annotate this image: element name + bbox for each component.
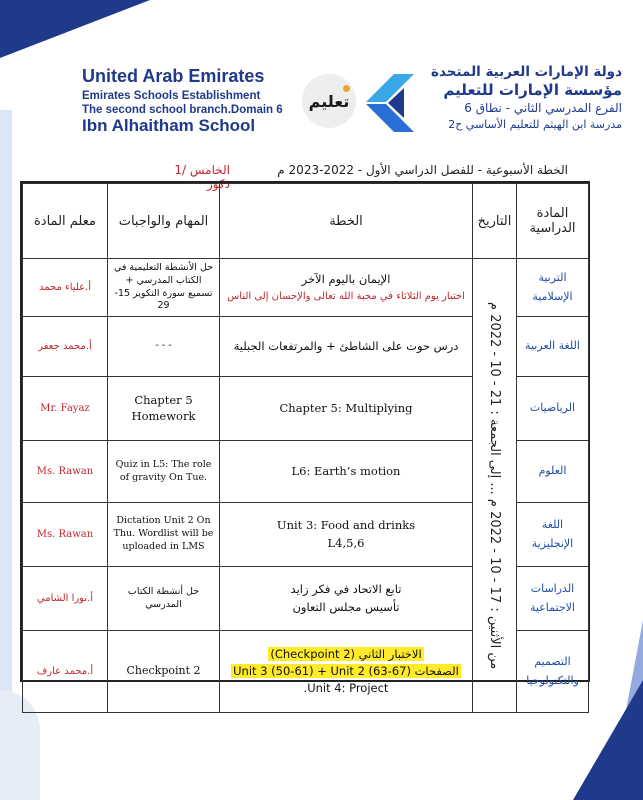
teacher-cell: Mr. Fayaz [23, 377, 108, 441]
plan-cell [220, 567, 473, 631]
tasks-cell: Dictation Unit 2 On Thu. Wordlist will be uploaded in LMS [108, 503, 220, 567]
branch-ar: الفرع المدرسي الثاني - نطاق 6 [464, 101, 622, 115]
date-range: من الأثنين : 17 - 10 - 2022 م ... إلى الجمعة : 21 - 10 - 2022 م [487, 301, 502, 670]
plan-cell [220, 377, 473, 441]
weekly-plan-table [20, 181, 590, 696]
header-english [82, 66, 287, 136]
plan-cell [220, 317, 473, 377]
country-en: United Arab Emirates [82, 66, 265, 86]
plan-line: L4,5,6 [327, 535, 365, 550]
teacher-cell: Ms. Rawan [23, 503, 108, 567]
tasks-cell: حل الأنشطة التعليمية في الكتاب المدرسي + تسميع سورة التكوير 15-29 [108, 259, 220, 317]
school-en: Ibn Alhaitham School [82, 116, 256, 135]
plan-cell [220, 259, 473, 317]
plan-line: درس حوت على الشاطئ + والمرتفعات الجبلية [233, 338, 459, 353]
plan-cell [220, 441, 473, 503]
subject-cell: اللغة العربية [517, 317, 589, 377]
subject-cell: الدراسات الاجتماعية [517, 567, 589, 631]
plan-line-highlighted: الصفحات Unit 3 (50-61) + Unit 2 (63-67) [233, 663, 459, 678]
plan-cell [220, 631, 473, 713]
plan-line: Unit 4: Project. [303, 681, 389, 696]
logo-dot [343, 85, 350, 92]
plan-line: Unit 3: Food and drinks [276, 518, 416, 533]
branch-en: The second school branch.Domain 6 [82, 104, 283, 116]
header-tasks: المهام والواجبات [108, 184, 220, 259]
establishment-ar: مؤسسة الإمارات للتعليم [443, 81, 622, 99]
plan-line: L6: Earth’s motion [291, 463, 401, 478]
plan-line-red: اختبار يوم الثلاثاء في محبة الله تعالى والإحسان إلى الناس [227, 290, 465, 302]
header-subject: المادة الدراسية [517, 184, 589, 259]
plan-line: تابع الاتحاد في فكر زايد [290, 582, 402, 597]
plan-cell [220, 503, 473, 567]
decor-corner-top-left [0, 0, 150, 58]
header-arabic [410, 64, 622, 131]
tasks-cell: Chapter 5 Homework [108, 377, 220, 441]
header-teacher: معلم المادة [23, 184, 108, 259]
plan-line: Chapter 5: Multiplying [279, 400, 413, 415]
establishment-en: Emirates Schools Establishment [82, 90, 261, 102]
table-row [23, 259, 589, 317]
logo-word: تعليم [308, 91, 350, 111]
plan-line: الإيمان باليوم الآخر [301, 272, 391, 287]
teacher-cell: Ms. Rawan [23, 441, 108, 503]
plan-line-highlighted: الاختبار الثاني (Checkpoint 2) [270, 646, 422, 661]
tasks-cell: حل أنشطة الكتاب المدرسي [108, 567, 220, 631]
subject-cell: التصميم والتكنولوجيا [517, 631, 589, 713]
tasks-cell: Checkpoint 2 [108, 631, 220, 713]
table-header-row [23, 184, 589, 259]
plan-line: تأسيس مجلس التعاون [292, 599, 400, 614]
country-ar: دولة الإمارات العربية المتحدة [431, 64, 622, 80]
subject-cell: العلوم [517, 441, 589, 503]
teacher-cell: أ.محمد عارف [23, 631, 108, 713]
subject-cell: الرياضيات [517, 377, 589, 441]
class-name: الخامس /1 ذكور [174, 163, 230, 191]
establishment-logo-icon [364, 72, 416, 134]
tasks-cell: Quiz in L5: The role of gravity On Tue. [108, 441, 220, 503]
plan-title: الخطة الأسبوعية - للفصل الدراسي الأول - 2022-2023 م [277, 163, 568, 177]
header-date: التاريخ [473, 184, 517, 259]
date-cell [473, 259, 517, 713]
teacher-cell: أ.محمد جعفر [23, 317, 108, 377]
teacher-cell: أ.علياء محمد [23, 259, 108, 317]
school-ar: مدرسة ابن الهيثم للتعليم الأساسي ح2 [448, 118, 622, 131]
tasks-cell: - - - [108, 317, 220, 377]
header-plan: الخطة [220, 184, 473, 259]
subject-cell: التربية الإسلامية [517, 259, 589, 317]
subject-cell: اللغة الإنجليزية [517, 503, 589, 567]
taleem-logo [302, 74, 356, 128]
teacher-cell: أ.نورا الشامي [23, 567, 108, 631]
